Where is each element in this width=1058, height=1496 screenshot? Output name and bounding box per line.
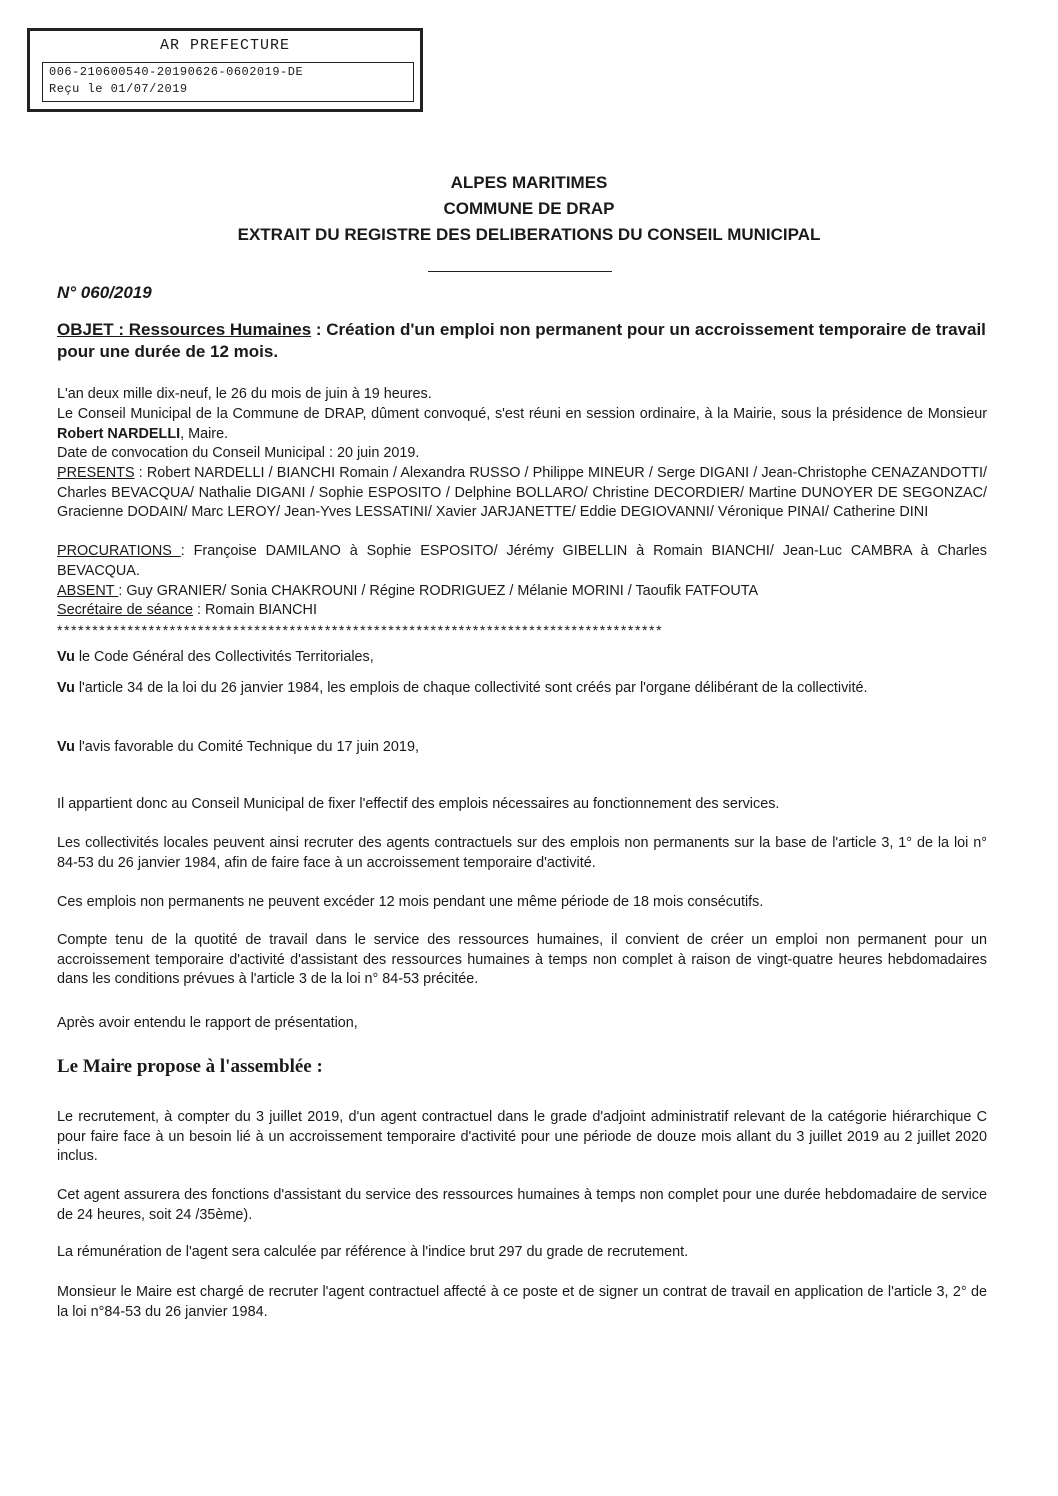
convocation-date: Date de convocation du Conseil Municipal : 20 juin 2019. xyxy=(57,445,420,461)
vu-article-34 xyxy=(57,679,987,699)
presents-list xyxy=(57,464,987,523)
session-convocation-end: , Maire. xyxy=(180,425,229,442)
procurations-label: PROCURATIONS xyxy=(57,543,181,559)
session-convocation-text: Le Conseil Municipal de la Commune de DRAP, dûment convoqué, s'est réuni en session ordinaire, à la Mairie, sous la présidence de Monsieur xyxy=(57,406,987,422)
procurations-list xyxy=(57,542,987,581)
proposal-paragraph: Le recrutement, à compter du 3 juillet 2019, d'un agent contractuel dans le grade d'adjoint administratif relevant de la catégorie hiérarchique C pour faire face à un besoin lié à un accroissement temporaire d'activité pour une période de douze mois allant du 3 juillet 2019 au 2 juillet 2020 inclus. xyxy=(57,1109,987,1164)
presents-label: PRESENTS xyxy=(57,465,135,481)
stamp-title: AR PREFECTURE xyxy=(159,37,291,54)
body-paragraph: Après avoir entendu le rapport de présentation, xyxy=(57,1015,358,1031)
proposal-title: Le Maire propose à l'assemblée : xyxy=(57,1056,323,1077)
body-paragraph: Ces emplois non permanents ne peuvent excéder 12 mois pendant une même période de 18 mois consécutifs. xyxy=(57,894,764,910)
secretary-label: Secrétaire de séance xyxy=(57,602,193,618)
proposal-paragraph: La rémunération de l'agent sera calculée par référence à l'indice brut 297 du grade de recrutement. xyxy=(57,1244,689,1260)
vu-word: Vu xyxy=(57,680,75,696)
subject-label: OBJET : Ressources Humaines xyxy=(57,320,312,339)
proposal-paragraph: Cet agent assurera des fonctions d'assistant du service des ressources humaines à temps non complet pour une durée hebdomadaire de service de 24 heures, soit 24 /35ème). xyxy=(57,1187,987,1223)
deliberation-subject xyxy=(57,319,1007,363)
presents-names: : Robert NARDELLI / BIANCHI Romain / Alexandra RUSSO / Philippe MINEUR / Serge DIGANI / Jean-Christophe CENAZANDOTTI/ Charles BEVACQUA/ Nathalie DIGANI / Sophie ESPOSITO / Delphine BOLLARO/ Christine DECORDIER/ Martine DUNOYER DE SEGONZAC/ Gracienne DODAIN/ Marc LEROY/ Jean-Yves LESSATINI/ Xavier JARJANETTE/ Eddie DEGIOVANNI/ Véronique PINAI/ Catherine DINI xyxy=(57,465,987,520)
absent-names: : Guy GRANIER/ Sonia CHAKROUNI / Régine RODRIGUEZ / Mélanie MORINI / Taoufik FATFOUTA xyxy=(118,583,759,599)
body-paragraph: Il appartient donc au Conseil Municipal de fixer l'effectif des emplois nécessaires au fonctionnement des services. xyxy=(57,796,780,812)
header-department: ALPES MARITIMES xyxy=(450,173,608,192)
absent-label: ABSENT xyxy=(57,583,119,599)
proposal-paragraph: Monsieur le Maire est chargé de recruter l'agent contractuel affecté à ce poste et de signer un contrat de travail en application de l'article 3, 2° de la loi n°84-53 du 26 janvier 1984. xyxy=(57,1284,987,1320)
vu-article-34-text: l'article 34 de la loi du 26 janvier 1984, les emplois de chaque collectivité sont créés par l'organe délibérant de la collectivité. xyxy=(74,680,868,696)
vu-cgct xyxy=(57,648,987,668)
separator-stars: ************************************************************************************** xyxy=(57,622,664,638)
session-date: L'an deux mille dix-neuf, le 26 du mois de juin à 19 heures. xyxy=(57,386,432,402)
procurations-names: : Françoise DAMILANO à Sophie ESPOSITO/ Jérémy GIBELLIN à Romain BIANCHI/ Jean-Luc CAMBRA à Charles BEVACQUA. xyxy=(57,543,987,579)
secretary-name: : Romain BIANCHI xyxy=(193,602,317,618)
vu-word: Vu xyxy=(57,739,75,755)
session-convocation xyxy=(57,405,987,444)
stamp-received-date: Reçu le 01/07/2019 xyxy=(49,82,188,96)
stamp-reference: 006-210600540-20190626-0602019-DE xyxy=(49,65,304,79)
prefecture-stamp xyxy=(27,28,423,112)
body-paragraph: Compte tenu de la quotité de travail dans le service des ressources humaines, il convient de créer un emploi non permanent pour un accroissement temporaire d'activité d'assistant des ressources humaines à temps non complet à raison de vingt-quatre heures hebdomadaires dans les conditions prévues à l'article 3 de la loi n° 84-53 précitée. xyxy=(57,932,987,987)
header-register-title: EXTRAIT DU REGISTRE DES DELIBERATIONS DU CONSEIL MUNICIPAL xyxy=(237,225,821,244)
vu-comite-technique xyxy=(57,738,987,758)
header-commune: COMMUNE DE DRAP xyxy=(443,199,615,218)
vu-comite-text: l'avis favorable du Comité Technique du 17 juin 2019, xyxy=(74,739,419,755)
body-paragraph: Les collectivités locales peuvent ainsi recruter des agents contractuels sur des emplois non permanents sur la base de l'article 3, 1° de la loi n° 84-53 du 26 janvier 1984, afin de faire face à un accroissement temporaire d'activité. xyxy=(57,835,987,871)
subject-text: : Création d'un emploi non permanent pour un accroissement temporaire de travail pour une durée de 12 mois. xyxy=(57,320,986,361)
mayor-name: Robert NARDELLI xyxy=(57,425,181,442)
vu-word: Vu xyxy=(57,649,75,665)
stamp-reference-box xyxy=(42,62,414,102)
deliberation-number: N° 060/2019 xyxy=(57,283,152,302)
vu-cgct-text: le Code Général des Collectivités Territoriales, xyxy=(74,649,374,665)
absent-list xyxy=(57,582,987,602)
session-secretary xyxy=(57,601,987,621)
header-divider xyxy=(428,271,612,272)
